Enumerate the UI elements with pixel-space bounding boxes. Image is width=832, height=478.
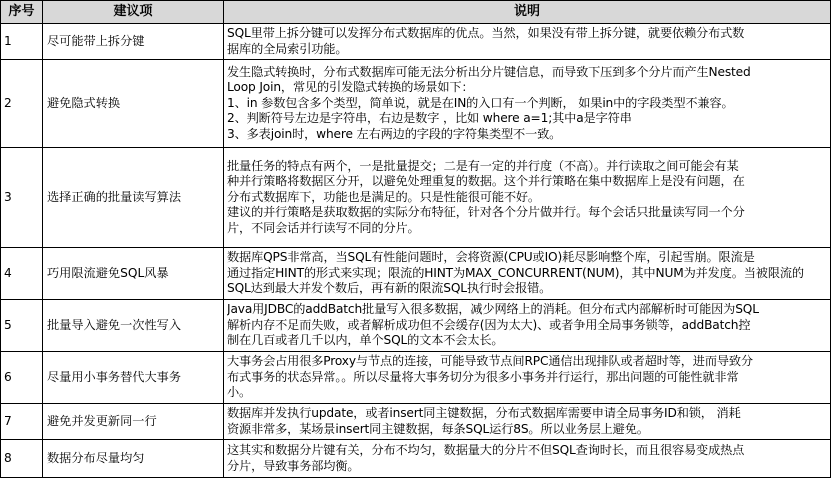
description-line: 建议的并行策略是获取数据的实际分布特征，针对各个分片做并行。每个会话只批量读写同一个分 (227, 205, 745, 220)
description-line: SQL达到最大并发个数后，再有新的限流SQL执行时会报错。 (227, 281, 552, 296)
header-description: 说明 (224, 1, 831, 24)
description-line: 种并行策略将数据区分开，以避免处理重复的数据。这个并行策略在集中数据库上是没有问题，在 (227, 174, 745, 189)
table-row (1, 148, 831, 248)
description-line: 数据库并发执行update，或者insert同主键数据，分布式数据库需要申请全局事务ID和锁， 消耗 (227, 405, 741, 420)
row-index: 7 (1, 404, 43, 440)
row-suggestion: 批量导入避免一次性写入 (43, 300, 224, 352)
row-suggestion: 避免隐式转换 (43, 60, 224, 148)
description-line: SQL里带上拆分键可以发挥分布式数据库的优点。当然，如果没有带上拆分键，就要依赖分布式数 (227, 25, 745, 40)
description-line: 大事务会占用很多Proxy与节点的连接，可能导致节点间RPC通信出现排队或者超时等，进而导致分 (227, 354, 753, 369)
description-line: 发生隐式转换时，分布式数据库可能无法分析出分片键信息，而导致下压到多个分片而产生Nested (227, 64, 751, 79)
row-description (224, 24, 831, 60)
row-description (224, 248, 831, 300)
description-line: 片，不同会话并行读写不同的分片。 (227, 220, 420, 235)
row-index: 8 (1, 440, 43, 478)
row-index: 3 (1, 148, 43, 248)
row-index: 1 (1, 24, 43, 60)
table-row (1, 60, 831, 148)
row-description (224, 148, 831, 248)
description-line: 2、判断符号左边是字符串，右边是数字 ，比如 where a=1;其中a是字符串 (227, 111, 632, 126)
row-suggestion: 避免并发更新同一行 (43, 404, 224, 440)
table-row (1, 300, 831, 352)
description-line: 数据库QPS非常高，当SQL有性能问题时，会将资源(CPU或IO)耗尽影响整个库，引起雪崩。限流是 (227, 250, 755, 265)
header-suggestion: 建议项 (43, 1, 224, 24)
table-row (1, 24, 831, 60)
description-line: 这其实和数据分片键有关，分布不均匀，数据量大的分片不但SQL查询时长，而且很容易变成热点 (227, 442, 745, 457)
description-line: Java用JDBC的addBatch批量写入很多数据，减少网络上的消耗。但分布式内部解析时可能因为SQL (227, 302, 759, 317)
description-line: 资源非常多，某场景insert同主键数据，每条SQL运行8S。所以业务层上避免。 (227, 421, 649, 436)
description-line: 制在几百或者几千以内，单个SQL的文本不会太长。 (227, 333, 504, 348)
header-index: 序号 (1, 1, 43, 24)
description-line: 布式事务的状态异常。。所以尽量将大事务切分为很多小事务并行运行，那出问题的可能性就非常 (227, 369, 739, 384)
description-line: 分布式数据库下，功能也是满足的。只是性能很可能不好。 (227, 189, 540, 204)
row-description (224, 352, 831, 404)
row-suggestion: 尽量用小事务替代大事务 (43, 352, 224, 404)
row-index: 4 (1, 248, 43, 300)
table-row (1, 440, 831, 478)
description-line: 小。 (227, 385, 252, 400)
description-line: 3、多表join时，where 左右两边的字段的字符集类型不一致。 (227, 126, 562, 141)
table-row (1, 404, 831, 440)
row-suggestion: 选择正确的批量读写算法 (43, 148, 224, 248)
table-header-row (1, 1, 831, 24)
row-description (224, 404, 831, 440)
row-suggestion: 数据分布尽量均匀 (43, 440, 224, 478)
row-index: 2 (1, 60, 43, 148)
row-index: 5 (1, 300, 43, 352)
description-line: 据库的全局索引功能。 (227, 41, 348, 56)
row-suggestion: 尽可能带上拆分键 (43, 24, 224, 60)
description-line: Loop Join，常见的引发隐式转换的场景如下： (227, 80, 474, 95)
row-suggestion: 巧用限流避免SQL风暴 (43, 248, 224, 300)
description-line: 解析内存不足而失败，或者解析成功但不会缓存(因为太大)、或者争用全局事务锁等，addBatch控 (227, 317, 751, 332)
row-index: 6 (1, 352, 43, 404)
row-description (224, 440, 831, 478)
description-line: 分片，导致事务部均衡。 (227, 458, 360, 473)
row-description (224, 300, 831, 352)
description-line: 通过指定HINT的形式来实现；限流的HINT为MAX_CONCURRENT(NUM)，其中NUM为并发度。当被限流的 (227, 265, 804, 280)
table-row (1, 248, 831, 300)
table-row (1, 352, 831, 404)
row-description (224, 60, 831, 148)
description-line: 1、in 参数包含多个类型，简单说，就是在IN的入口有一个判断， 如果in中的字段类型不兼容。 (227, 95, 734, 110)
description-line: 批量任务的特点有两个，一是批量提交；二是有一定的并行度（不高）。并行读取之间可能会有某 (227, 158, 739, 173)
